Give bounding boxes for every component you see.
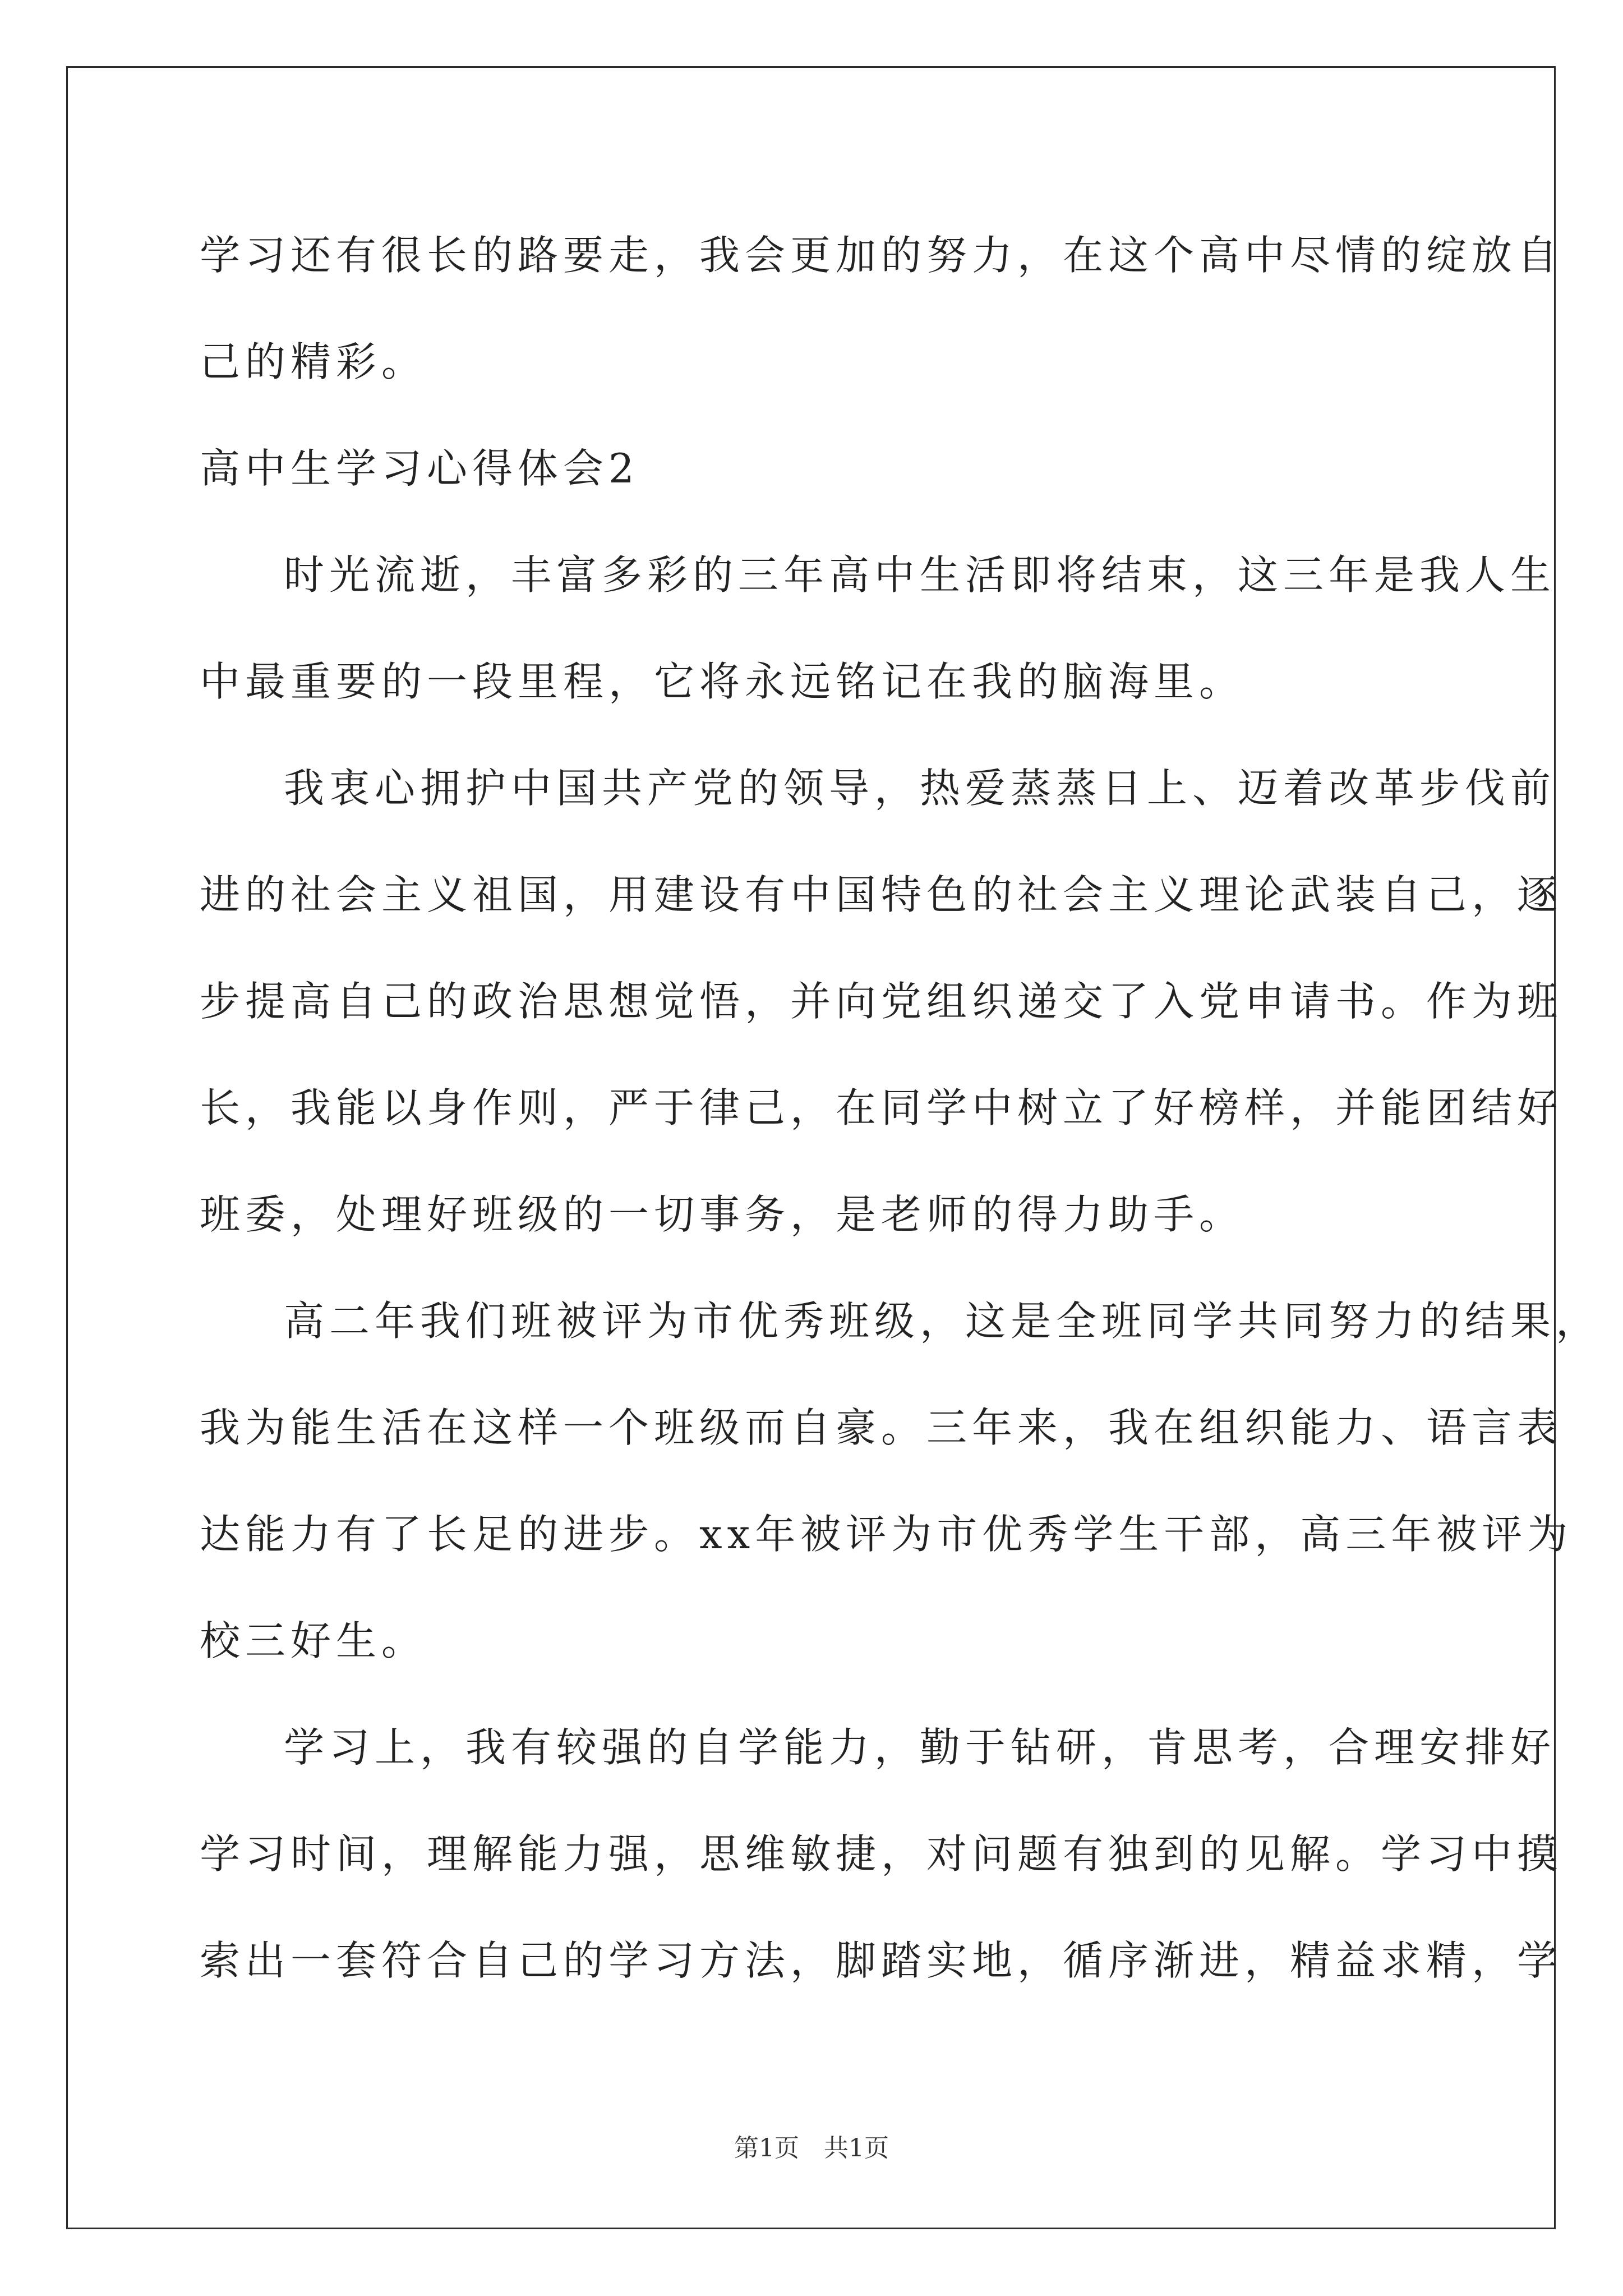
page-footer	[0, 2132, 1623, 2165]
text-line: 班委，处理好班级的一切事务，是老师的得力助手。	[200, 1191, 1245, 1238]
text-line: 中最重要的一段里程，它将永远铭记在我的脑海里。	[200, 658, 1245, 705]
text-line: 学习时间，理解能力强，思维敏捷，对问题有独到的见解。学习中摸	[200, 1830, 1563, 1878]
section-heading: 高中生学习心得体会2	[200, 445, 639, 492]
text-line: 索出一套符合自己的学习方法，脚踏实地，循序渐进，精益求精，学	[200, 1937, 1563, 1984]
text-line: 长，我能以身作则，严于律己，在同学中树立了好榜样，并能团结好	[200, 1084, 1563, 1131]
page-number: 第1页	[734, 2134, 799, 2162]
text-line: 我衷心拥护中国共产党的领导，热爱蒸蒸日上、迈着改革步伐前	[284, 765, 1556, 812]
page-total: 共1页	[824, 2134, 889, 2162]
text-line: 我为能生活在这样一个班级而自豪。三年来，我在组织能力、语言表	[200, 1404, 1563, 1451]
text-line: 学习还有很长的路要走，我会更加的努力，在这个高中尽情的绽放自	[200, 232, 1563, 279]
text-line: 步提高自己的政治思想觉悟，并向党组织递交了入党申请书。作为班	[200, 978, 1563, 1025]
text-line: 时光流逝，丰富多彩的三年高中生活即将结束，这三年是我人生	[284, 551, 1556, 599]
text-line: 己的精彩。	[200, 338, 427, 385]
document-body	[200, 202, 1602, 2014]
text-line: 学习上，我有较强的自学能力，勤于钻研，肯思考，合理安排好	[284, 1724, 1556, 1771]
text-line: 达能力有了长足的进步。xx年被评为市优秀学生干部，高三年被评为	[200, 1511, 1573, 1558]
text-line: 高二年我们班被评为市优秀班级，这是全班同学共同努力的结果，	[284, 1297, 1602, 1345]
text-line: 校三好生。	[200, 1617, 427, 1664]
text-line: 进的社会主义祖国，用建设有中国特色的社会主义理论武装自己，逐	[200, 871, 1563, 918]
